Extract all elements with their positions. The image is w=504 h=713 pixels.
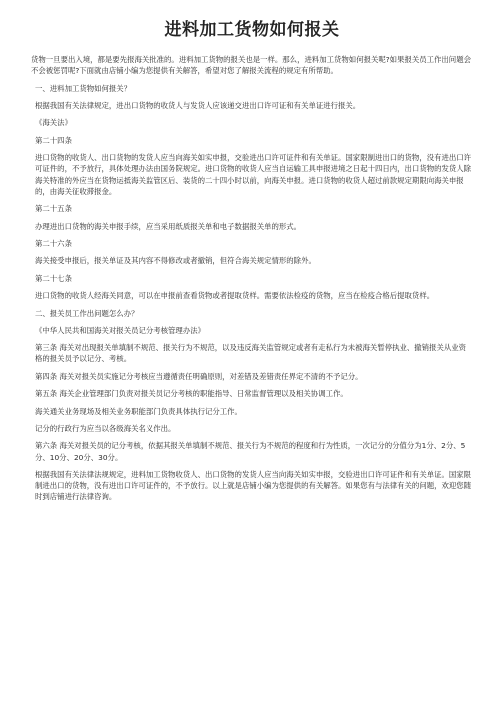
article-heading: 第二十四条 [35,135,72,145]
article-text: 海关接受申报后，报关单证及其内容不得修改或者撤销，但符合海关规定情形的除外。 [35,256,316,266]
conclusion-paragraph: 根据我国有关法律法规规定，进料加工货物收货人、出口货物的发货人应当向海关如实申报，交验进出口许可证件和有关单证。国家限制进出口的货物，没有进出口许可证件的，不予放行。以上就是店铺小编为您提供的有关解答。如果您有与法律有关的问题，欢迎您随时到店铺进行法律咨询。 [35,470,472,502]
article-heading: 第二十六条 [35,238,72,248]
article-heading: 第二十七条 [35,273,72,283]
document-page [31,20,473,509]
page-title: 进料加工货物如何报关 [164,20,340,40]
article-text: 第四条 海关对报关员实施记分考核应当遵循责任明确原则，对差错及差错责任界定不清的不予记分。 [35,371,363,381]
article-text: 进口货物的收货人经海关同意，可以在申报前查看货物或者提取货样。需要依法检疫的货物，应当在检疫合格后提取货样。 [35,291,435,301]
article-text: 第三条 海关对出现报关单填制不规范、报关行为不规范，以及违反海关监管规定或者有走私行为未被海关暂停执业、撤销报关从业资格的报关员予以记分、考核。 [35,343,467,364]
section-heading-2: 二、报关员工作出问题怎么办？ [35,308,139,318]
article-text: 第五条 海关企业管理部门负责对报关员记分考核的职能指导、日常监督管理以及相关协调工作。 [35,389,348,399]
intro-paragraph: 货物一旦要出入境，都是要先报海关批准的。进料加工货物的报关也是一样。那么，进料加工货物如何报关呢?如果报关员工作出问题会不会被惩罚呢?下面就由店铺小编为您提供有关解答，希望对您了解报关流程的规定有所帮助。 [31,55,471,76]
article-heading: 第二十五条 [35,204,72,214]
article-text: 办理进出口货物的海关申报手续，应当采用纸质报关单和电子数据报关单的形式。 [35,221,302,231]
article-text: 第六条 海关对报关员的记分考核，依据其报关单填制不规范、报关行为不规范的程度和行为性质，一次记分的分值分为1分、2分、5分、10分、20分、30分。 [35,441,466,462]
paragraph: 海关通关业务现场及相关业务职能部门负责具体执行记分工作。 [35,406,242,416]
document-body [31,54,473,503]
regulation-title: 《中华人民共和国海关对报关员记分考核管理办法》 [35,325,205,335]
paragraph: 记分的行政行为应当以各级海关名义作出。 [35,424,176,434]
law-title: 《海关法》 [35,118,72,128]
section-heading-1: 一、进料加工货物如何报关？ [35,83,132,93]
paragraph: 根据我国有关法律规定，进出口货物的收货人与发货人应该递交进出口许可证和有关单证进行报关。 [35,100,361,110]
article-text: 进口货物的收货人、出口货物的发货人应当向海关如实申报，交验进出口许可证件和有关单证。国家限制进出口的货物，没有进出口许可证件的，不予放行，具体处理办法由国务院规定。进口货物的收货人应当自运输工具申报进境之日起十四日内，出口货物的发货人除海关特准的外应当在货物运抵海关监管区后、装货的二十四小时以前，向海关申报。进口货物的收货人超过前款规定期限向海关申报的，由海关征收滞报金。 [35,153,472,196]
